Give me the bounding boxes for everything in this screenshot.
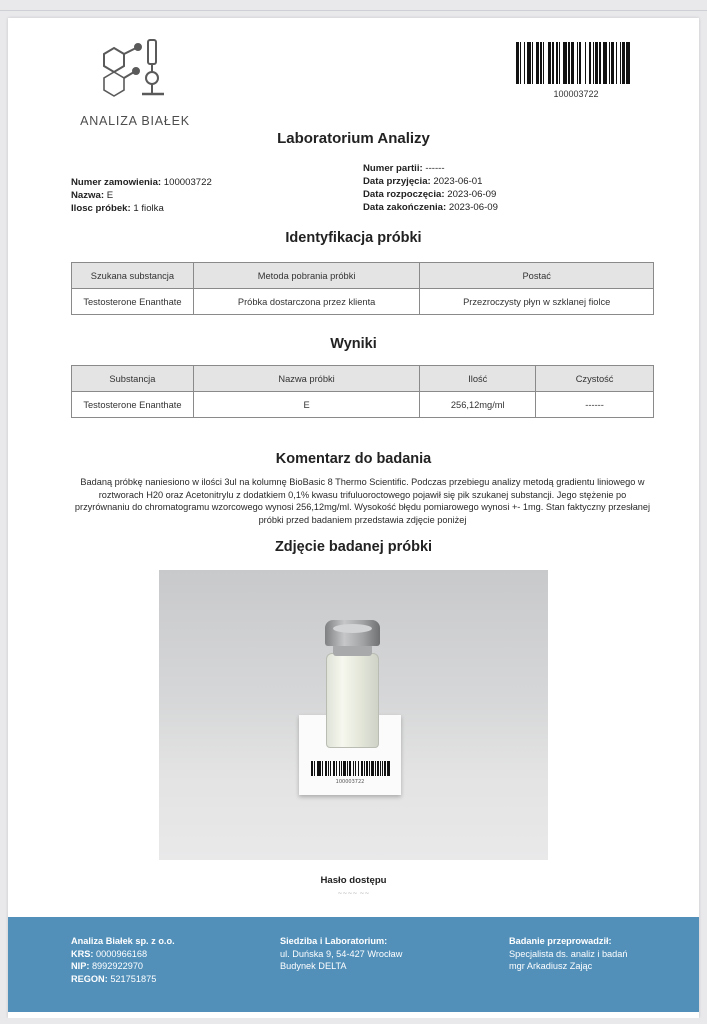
vial-cap [325,620,380,646]
received-date-line: Data przyjęcia: 2023-06-01 [363,176,483,187]
footer-headquarters [280,935,402,973]
table-header-cell: Szukana substancja [72,263,194,289]
faint-text: ~~~~ ~~ [337,890,370,897]
table-cell: Próbka dostarczona przez klienta [193,289,420,315]
krs-value: 0000966168 [96,948,148,959]
table-header-cell: Postać [420,263,654,289]
table-cell: Testosterone Enanthate [72,289,194,315]
results-title: Wyniki [330,336,377,352]
table-row [72,392,654,418]
hq-building: Budynek DELTA [280,961,347,971]
order-barcode [516,42,636,99]
identification-table [71,262,654,315]
photo-caption: Hasło dostępu [320,875,387,886]
order-number-line: Numer zamowienia: 100003722 [71,177,212,188]
company-logo [70,38,200,133]
table-cell: ------ [536,392,654,418]
footer [8,917,699,1012]
table-header-row [72,263,654,289]
molecule-microscope-icon [98,38,170,98]
sample-photo [159,570,548,860]
conducted-name: mgr Arkadiusz Zając [509,961,593,971]
table-cell: Przezroczysty płyn w szklanej fiolce [420,289,654,315]
table-header-row [72,366,654,392]
order-info [71,176,212,215]
start-date-line: Data rozpoczęcia: 2023-06-09 [363,189,497,200]
table-header-cell: Nazwa próbki [193,366,420,392]
comment-text: Badaną próbkę naniesiono w ilości 3ul na kolumnę BioBasic 8 Thermo Scientific. Podczas przebiegu analizy metodą gradientu liniowego w roztworach H20 oraz Acetonitrylu z dodatkiem 0,1% kwasu trifuluoroctowego pojawił się pik szukanej substancji. Jego stężenie po przyrównaniu do chromatogramu wzorcowego wynosi 256,12mg/ml. Wysokość błędu pomiarowego wynosi +- 1mg. Stan faktyczny przesłanej próbki przed badaniem przedstawia zdjęcie poniżej [74,477,651,525]
table-header-cell: Substancja [72,366,194,392]
lab-report-page [8,18,699,1018]
sample-name-line: Nazwa: E [71,190,114,201]
company-name: Analiza Białek sp. z o.o. [71,936,175,946]
table-header-cell: Czystość [536,366,654,392]
report-title: Laboratorium Analizy [277,130,430,147]
batch-info [363,162,498,214]
results-table [71,365,654,418]
card-barcode-number: 100003722 [335,779,365,785]
table-header-cell: Ilość [420,366,536,392]
end-date-line: Data zakończenia: 2023-06-09 [363,202,498,213]
window-top-line [0,10,707,11]
hq-title: Siedziba i Laboratorium: [280,936,388,946]
batch-number-line: Numer partii: ------ [363,163,445,174]
table-cell: Testosterone Enanthate [72,392,194,418]
logo-text: ANALIZA BIAŁEK [80,114,190,128]
table-cell: E [193,392,420,418]
table-header-cell: Metoda pobrania próbki [193,263,420,289]
sample-count-line: Ilosc próbek: 1 fiolka [71,203,164,214]
photo-title: Zdjęcie badanej próbki [274,539,433,555]
conducted-title: Badanie przeprowadził: [509,936,612,946]
card-barcode-bars [311,761,391,776]
window-bottom-bar [0,1018,707,1024]
table-cell: 256,12mg/ml [420,392,536,418]
comment-title: Komentarz do badania [275,451,432,467]
identification-title: Identyfikacja próbki [285,230,422,246]
barcode-number: 100003722 [553,89,599,99]
vial-body [326,653,379,748]
hq-address: ul. Duńska 9, 54-427 Wrocław [280,948,403,959]
regon-value: 521751875 [110,973,157,984]
conducted-role: Specjalista ds. analiz i badań [509,948,628,959]
footer-conducted-by [509,935,628,973]
nip-value: 8992922970 [91,961,144,971]
table-row [72,289,654,315]
footer-company: Analiza Białek sp. z o.o. KRS: 0000966168 NIP: 8992922970 REGON: 521751875 [71,936,175,984]
barcode-bars [516,42,636,84]
